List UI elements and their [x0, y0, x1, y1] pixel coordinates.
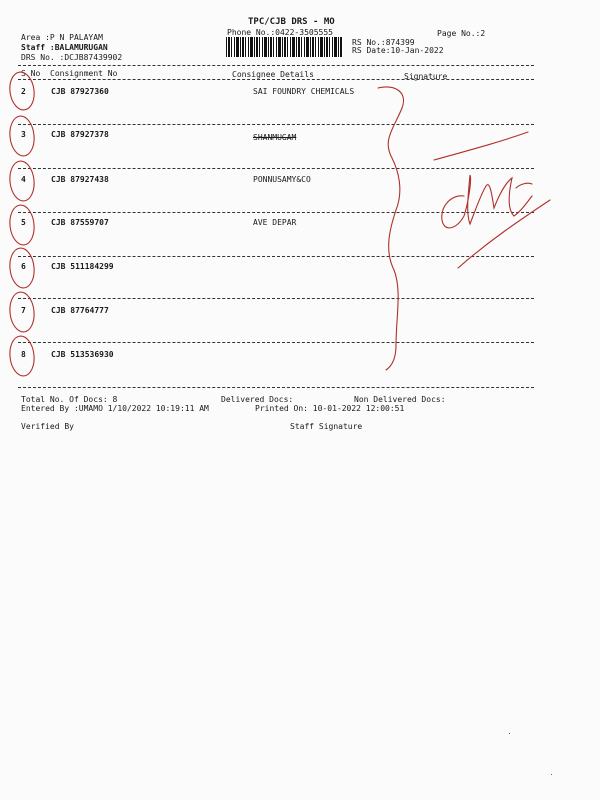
- signature-scribble: [442, 175, 532, 228]
- entered-by: Entered By :UMAMO 1/10/2022 10:19:11 AM: [21, 404, 209, 413]
- row-consignment: CJB 511184299: [51, 262, 114, 271]
- header-rule-top: [18, 65, 534, 66]
- row-sno: 2: [21, 87, 26, 96]
- row-consignment: CJB 87927378: [51, 130, 109, 139]
- row-sno: 5: [21, 218, 26, 227]
- row-consignment: CJB 87559707: [51, 218, 109, 227]
- row-divider: [18, 298, 534, 299]
- row-consignment: CJB 87927438: [51, 175, 109, 184]
- col-sno: S No: [21, 69, 41, 78]
- row-divider: [18, 168, 534, 169]
- row-sno: 3: [21, 130, 26, 139]
- col-signature: Signature: [404, 72, 448, 81]
- total-docs: Total No. Of Docs: 8: [21, 395, 118, 404]
- barcode: [226, 37, 343, 57]
- row-consignment: CJB 87927360: [51, 87, 109, 96]
- row-sno: 4: [21, 175, 26, 184]
- row-divider: [18, 256, 534, 257]
- phone-number: Phone No.:0422-3505555: [227, 28, 333, 37]
- drs-number: DRS No. :DCJB87439902: [21, 53, 123, 62]
- staff-signature-label: Staff Signature: [290, 422, 363, 431]
- row-sno: 8: [21, 350, 26, 359]
- row-consignee: PONNUSAMY&CO: [253, 175, 311, 184]
- non-delivered-docs: Non Delivered Docs:: [354, 395, 446, 404]
- staff-label: Staff :BALAMURUGAN: [21, 43, 108, 52]
- row-divider: [18, 212, 534, 213]
- signature-brace: [378, 87, 403, 370]
- rs-date: RS Date:10-Jan-2022: [352, 46, 444, 55]
- printed-on: Printed On: 10-01-2022 12:00:51: [255, 404, 405, 413]
- scan-speck: [551, 774, 552, 775]
- area-label: Area :P N PALAYAM: [21, 33, 103, 42]
- document-title: TPC/CJB DRS - MO: [248, 17, 335, 27]
- col-consignment: Consignment No: [50, 69, 118, 78]
- delivered-docs: Delivered Docs:: [221, 395, 294, 404]
- row-consignment: CJB 87764777: [51, 306, 109, 315]
- row-sno: 7: [21, 306, 26, 315]
- row-consignee: AVE DEPAR: [253, 218, 297, 227]
- rs-number: RS No.:874399: [352, 38, 415, 47]
- row-consignment: CJB 513536930: [51, 350, 114, 359]
- row-consignee: SHANMUGAM: [253, 133, 297, 142]
- col-consignee: Consignee Details: [232, 70, 314, 79]
- page-number: Page No.:2: [437, 29, 486, 38]
- signature-stroke: [458, 200, 550, 268]
- row-divider: [18, 342, 534, 343]
- header-rule-bottom: [18, 79, 534, 80]
- table-bottom-rule: [18, 387, 534, 388]
- signature-stroke: [434, 132, 528, 160]
- scan-speck: [509, 733, 510, 734]
- row-divider: [18, 124, 534, 125]
- verified-by: Verified By: [21, 422, 74, 431]
- row-consignee: SAI FOUNDRY CHEMICALS: [253, 87, 355, 96]
- row-sno: 6: [21, 262, 26, 271]
